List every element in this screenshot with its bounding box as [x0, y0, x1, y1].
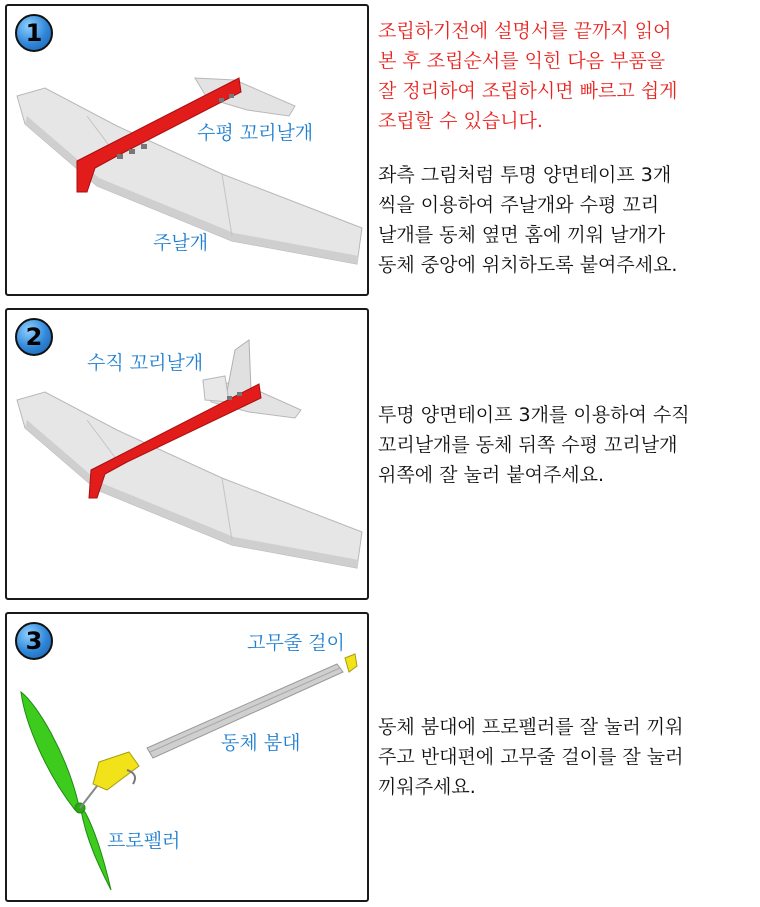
propeller-shaft	[80, 786, 97, 808]
rubber-hook	[345, 654, 357, 672]
step-number-badge: 2	[15, 318, 53, 356]
main-wing	[17, 392, 362, 568]
step-number-badge: 3	[15, 622, 53, 660]
propeller-label: 프로펠러	[107, 830, 181, 852]
nose-block	[93, 752, 139, 790]
slot	[227, 396, 232, 400]
rubber-hook-label: 고무줄 걸이	[247, 632, 345, 654]
step-3-parts-illustration	[7, 614, 369, 902]
slot	[141, 144, 147, 149]
step-3-panel	[5, 612, 369, 902]
slot	[219, 98, 224, 102]
slot	[129, 149, 135, 154]
vertical-tail-base	[203, 376, 229, 402]
step-1-panel	[5, 4, 369, 296]
main-wing-label: 주날개	[153, 232, 209, 254]
step-3-instruction: 동체 붐대에 프로펠러를 잘 눌러 끼워 주고 반대편에 고무줄 걸이를 잘 눌러 끼워주세요.	[378, 716, 684, 798]
assembly-notice: 조립하기전에 설명서를 끝까지 읽어 본 후 조립순서를 익힌 다음 부품을 잘 정리하여 조립하시면 빠르고 쉽게 조립할 수 있습니다.	[378, 20, 678, 132]
slot	[237, 392, 242, 396]
slot	[229, 94, 234, 98]
horizontal-tail-label: 수평 꼬리날개	[197, 122, 314, 144]
step-number-badge: 1	[15, 14, 53, 52]
step-1-instruction: 좌측 그림처럼 투명 양면테이프 3개 씩을 이용하여 주날개와 수평 꼬리 날개를 동체 옆면 홈에 끼워 날개가 동체 중앙에 위치하도록 붙여주세요.	[378, 164, 678, 276]
step-2-instruction: 투명 양면테이프 3개를 이용하여 수직 꼬리날개를 동체 뒤쪽 수평 꼬리날개 위쪽에 잘 눌러 붙여주세요.	[378, 404, 690, 486]
propeller-blade-upper	[21, 692, 79, 810]
step-2-panel	[5, 308, 369, 600]
slot	[117, 154, 123, 159]
vertical-tail-label: 수직 꼬리날개	[87, 352, 204, 374]
fuselage-boom-label: 동체 붐대	[221, 732, 301, 754]
